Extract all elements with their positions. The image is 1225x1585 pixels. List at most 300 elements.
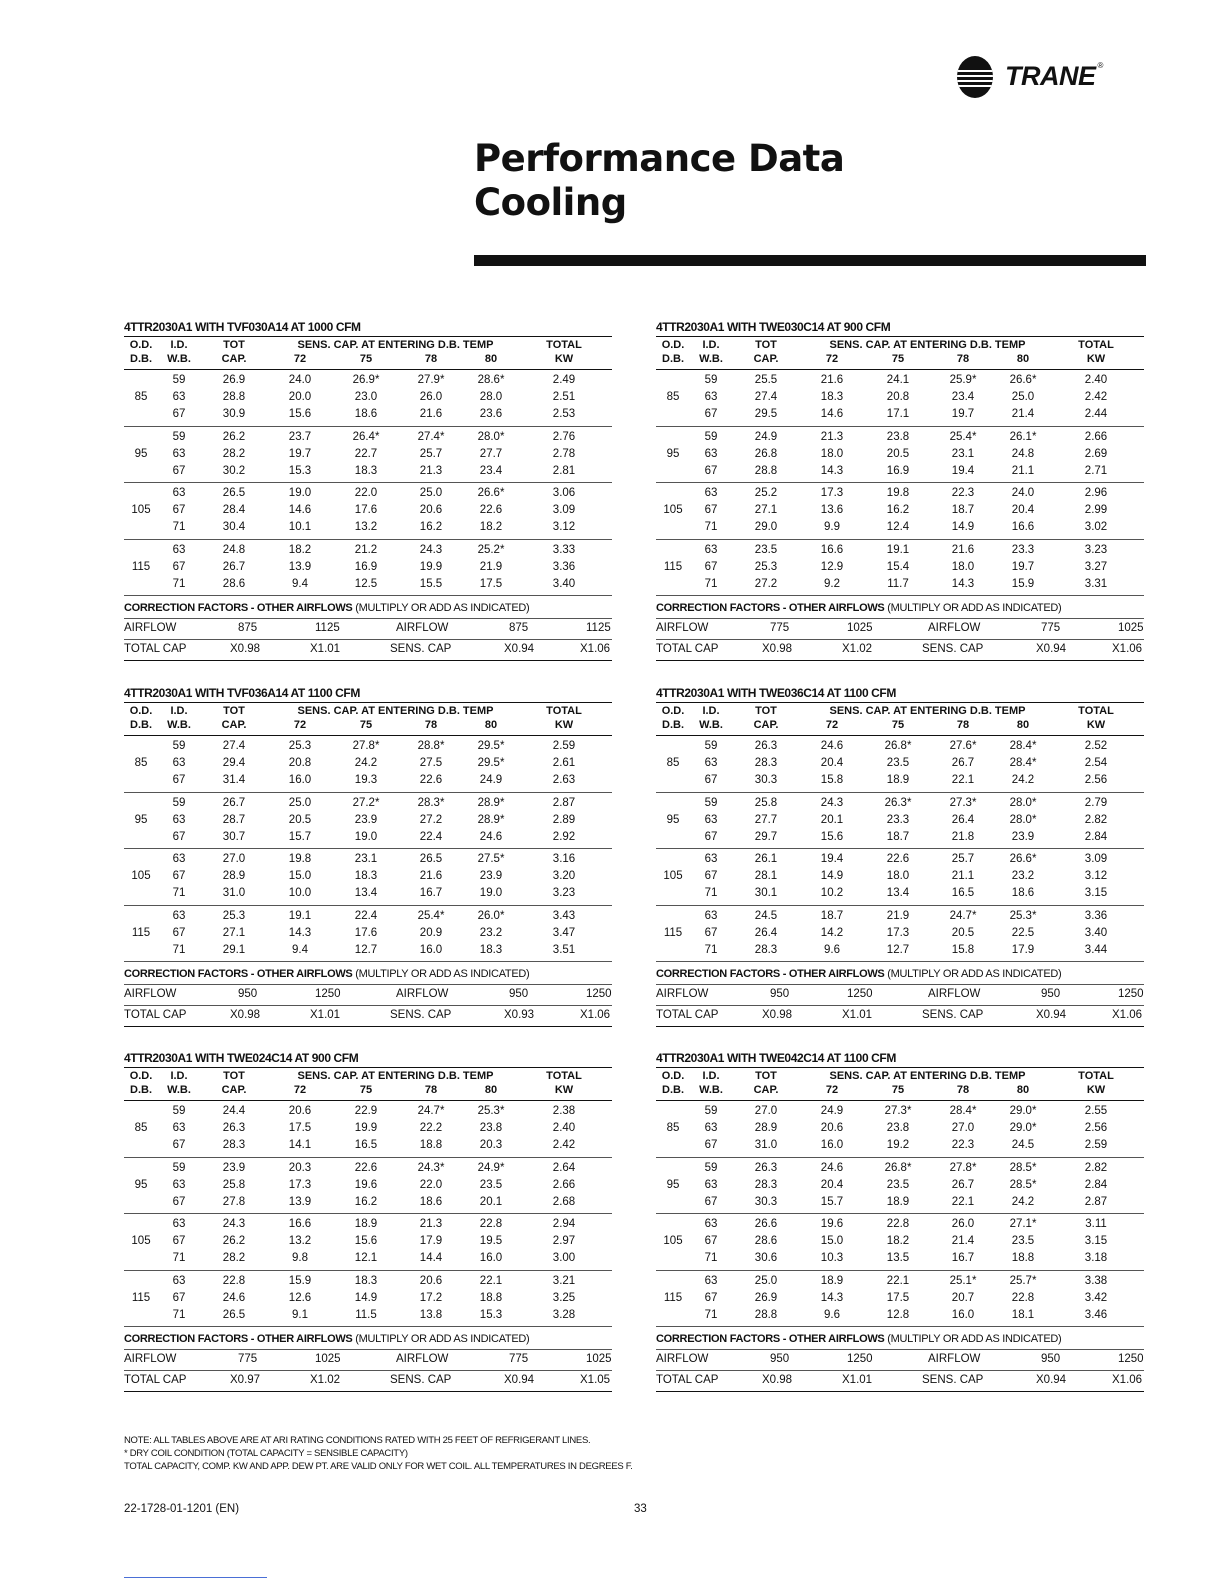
table-row: [656, 389, 1144, 406]
wb-value: 63: [704, 853, 718, 865]
sens-cap-value: 23.7: [288, 430, 312, 443]
table-row: [656, 738, 1144, 755]
table-row: [124, 795, 612, 812]
wb-value: 63: [704, 391, 718, 403]
sens-cap-value: 23.0: [354, 391, 378, 403]
table-row: [124, 1250, 612, 1267]
sens-cap-value: 25.7*: [1009, 1274, 1037, 1287]
sens-cap-value: 16.2: [354, 1195, 378, 1208]
total-kw-value: 2.52: [1084, 740, 1108, 752]
tot-cap-value: 25.2: [754, 487, 778, 499]
sens-cap-value: 15.3: [479, 1308, 503, 1321]
header-id: I.D.: [702, 705, 720, 717]
header-db-temp: 72: [825, 1084, 839, 1096]
trane-globe-icon: [955, 52, 995, 100]
sens-cap-value: 19.1: [886, 543, 910, 556]
header-db: D.B.: [130, 719, 152, 731]
total-kw-value: 3.21: [552, 1274, 576, 1287]
sens-cap-value: 26.5: [419, 853, 443, 865]
wb-value: 59: [704, 740, 718, 752]
table-row: [124, 1137, 612, 1154]
table-row: [656, 372, 1144, 389]
sens-cap-factor: X0.93: [504, 1009, 535, 1021]
sens-cap-value: 25.1*: [949, 1274, 977, 1287]
od-db-value: 115: [663, 560, 683, 573]
table-row: [124, 463, 612, 480]
od-db-value: 105: [663, 504, 683, 516]
od-db-value: 95: [134, 813, 148, 826]
sens-cap-value: 18.0: [886, 870, 910, 882]
table-row: [656, 485, 1144, 502]
sens-cap-value: 19.6: [354, 1178, 378, 1191]
sens-cap-value: 28.0*: [477, 430, 505, 443]
correction-title-bold: CORRECTION FACTORS - OTHER AIRFLOWS: [124, 602, 353, 614]
total-kw-value: 2.44: [1084, 408, 1108, 420]
sens-cap-value: 22.6: [354, 1161, 378, 1174]
table-row: [656, 1273, 1144, 1290]
sens-cap-value: 27.5: [419, 757, 443, 769]
total-cap-label: TOTAL CAP: [124, 643, 187, 655]
correction-capacity-row: [656, 640, 1144, 661]
od-group: [656, 793, 1144, 850]
sens-cap-value: 24.2: [1011, 774, 1035, 786]
od-group: [124, 427, 612, 484]
sens-cap-value: 28.9*: [477, 813, 505, 826]
wb-value: 67: [704, 926, 718, 939]
tot-cap-value: 22.8: [222, 1274, 246, 1287]
od-group: [656, 849, 1144, 906]
table-row: [124, 1273, 612, 1290]
sens-cap-value: 28.3*: [417, 796, 445, 809]
sens-cap-value: 19.2: [886, 1139, 910, 1151]
wb-value: 59: [704, 796, 718, 809]
wb-value: 67: [172, 464, 186, 477]
tot-cap-value: 30.4: [222, 521, 246, 533]
sens-cap-value: 17.5: [479, 577, 503, 590]
sens-cap-value: 26.0: [419, 391, 443, 403]
tot-cap-value: 23.5: [754, 543, 778, 556]
sens-cap-value: 15.8: [951, 943, 975, 956]
sens-cap-value: 16.7: [951, 1252, 975, 1264]
sens-cap-value: 9.6: [824, 1308, 840, 1321]
sens-cap-value: 29.5*: [477, 740, 505, 752]
od-group: [124, 1271, 612, 1328]
od-group: [656, 1214, 1144, 1271]
sens-cap-value: 24.2: [354, 757, 378, 769]
note-line: TOTAL CAPACITY, COMP. KW AND APP. DEW PT. ARE VALID ONLY FOR WET COIL. ALL TEMPERATURES IN DEGREES F.: [124, 1461, 633, 1472]
table-row: [656, 446, 1144, 463]
total-kw-value: 2.68: [552, 1195, 576, 1208]
header-db-temp: 80: [484, 353, 498, 365]
header-wb: W.B.: [699, 719, 723, 731]
sens-cap-value: 19.4: [951, 464, 975, 477]
od-group: [656, 427, 1144, 484]
wb-value: 67: [704, 504, 718, 516]
wb-value: 67: [704, 1139, 718, 1151]
tot-cap-value: 26.6: [754, 1218, 778, 1230]
wb-value: 63: [172, 487, 186, 499]
od-db-value: 105: [131, 870, 151, 882]
sens-cap-value: 15.6: [820, 830, 844, 843]
header-db-temp: 78: [956, 1084, 970, 1096]
sens-cap-value: 18.8: [479, 1291, 503, 1304]
sens-cap-value: 28.4*: [1009, 757, 1037, 769]
total-cap-factor: X1.02: [842, 643, 873, 655]
sens-cap-value: 23.8: [479, 1122, 503, 1134]
sens-cap-value: 22.4: [419, 830, 443, 843]
header-wb: W.B.: [167, 719, 191, 731]
table-row: [656, 812, 1144, 829]
sens-cap-value: 15.6: [354, 1235, 378, 1247]
sens-cap-value: 28.5*: [1009, 1161, 1037, 1174]
tot-cap-value: 25.3: [754, 560, 778, 573]
performance-table: [656, 684, 1144, 1027]
tot-cap-value: 29.0: [754, 521, 778, 533]
correction-airflow-row: [124, 619, 612, 640]
header-wb: W.B.: [167, 353, 191, 365]
tot-cap-value: 28.6: [754, 1235, 778, 1247]
sens-cap-label: SENS. CAP: [922, 1374, 984, 1386]
header-db-temp: 80: [484, 719, 498, 731]
correction-capacity-row: [124, 1006, 612, 1027]
header-tot: TOT: [223, 1070, 245, 1082]
wb-value: 59: [704, 430, 718, 443]
od-db-value: 115: [131, 560, 151, 573]
tot-cap-value: 31.0: [222, 887, 246, 899]
total-kw-value: 3.09: [552, 504, 576, 516]
sens-cap-value: 26.6*: [1009, 853, 1037, 865]
table-row: [124, 559, 612, 576]
sens-cap-value: 13.9: [288, 560, 312, 573]
sens-cap-value: 18.6: [1011, 887, 1035, 899]
sens-cap-value: 26.9*: [352, 374, 380, 386]
airflow-label: AIRFLOW: [396, 988, 449, 1000]
sens-cap-value: 17.5: [886, 1291, 910, 1304]
airflow-label: AIRFLOW: [656, 988, 709, 1000]
total-cap-label: TOTAL CAP: [656, 1009, 719, 1021]
sens-cap-value: 28.8*: [417, 740, 445, 752]
sens-cap-value: 22.4: [354, 909, 378, 922]
tot-cap-value: 28.3: [754, 943, 778, 956]
sens-cap-factor: X1.06: [580, 1009, 611, 1021]
total-kw-value: 2.59: [552, 740, 576, 752]
od-db-value: 115: [663, 1291, 683, 1304]
total-kw-value: 3.25: [552, 1291, 576, 1304]
od-group: [124, 483, 612, 540]
table-row: [656, 1160, 1144, 1177]
sens-cap-factor: X1.06: [1112, 1009, 1143, 1021]
wb-value: 67: [172, 1195, 186, 1208]
header-kw: KW: [554, 719, 574, 731]
wb-value: 63: [704, 543, 718, 556]
total-kw-value: 2.81: [552, 464, 576, 477]
sens-cap-value: 23.4: [479, 464, 503, 477]
tot-cap-value: 28.1: [754, 870, 778, 882]
sens-cap-value: 17.3: [288, 1178, 312, 1191]
total-kw-value: 2.42: [552, 1139, 576, 1151]
total-kw-value: 3.23: [1084, 543, 1108, 556]
airflow-value: 1025: [315, 1353, 341, 1365]
table-row: [656, 1177, 1144, 1194]
sens-cap-value: 26.8*: [884, 740, 912, 752]
correction-title-rest: (MULTIPLY OR ADD AS INDICATED): [887, 602, 1062, 614]
tot-cap-value: 24.6: [222, 1291, 246, 1304]
wb-value: 67: [172, 504, 186, 516]
header-sens: SENS. CAP. AT ENTERING D.B. TEMP: [829, 339, 1026, 351]
total-kw-value: 3.15: [1084, 887, 1108, 899]
table-row: [124, 429, 612, 446]
total-kw-value: 2.87: [1084, 1195, 1108, 1208]
tot-cap-value: 30.1: [754, 887, 778, 899]
table-row: [656, 576, 1144, 593]
tot-cap-value: 27.1: [754, 504, 778, 516]
total-kw-value: 2.56: [1084, 1122, 1108, 1134]
sens-cap-value: 17.3: [820, 487, 844, 499]
sens-cap-value: 18.0: [820, 447, 844, 460]
table-row: [124, 485, 612, 502]
total-kw-value: 3.28: [552, 1308, 576, 1321]
tot-cap-value: 25.0: [754, 1274, 778, 1287]
wb-value: 59: [172, 430, 186, 443]
correction-airflow-row: [124, 1350, 612, 1371]
header-wb: W.B.: [167, 1084, 191, 1096]
total-kw-value: 2.59: [1084, 1139, 1108, 1151]
sens-cap-value: 26.4: [951, 813, 975, 826]
od-group: [124, 1214, 612, 1271]
sens-cap-value: 22.1: [951, 774, 975, 786]
correction-title-rest: (MULTIPLY OR ADD AS INDICATED): [355, 968, 530, 980]
total-cap-factor: X0.97: [230, 1374, 261, 1386]
total-kw-value: 3.47: [552, 926, 576, 939]
wb-value: 67: [172, 1235, 186, 1247]
sens-cap-value: 15.8: [820, 774, 844, 786]
od-group: [124, 540, 612, 597]
table-row: [124, 908, 612, 925]
sens-cap-value: 12.1: [354, 1252, 378, 1264]
od-db-value: 85: [134, 391, 148, 403]
sens-cap-value: 20.9: [419, 926, 443, 939]
od-group: [124, 1158, 612, 1215]
wb-value: 71: [172, 943, 186, 956]
sens-cap-value: 25.9*: [949, 374, 977, 386]
wb-value: 71: [704, 943, 718, 956]
note-line: * DRY COIL CONDITION (TOTAL CAPACITY = SENSIBLE CAPACITY): [124, 1448, 408, 1459]
sens-cap-value: 21.6: [419, 408, 443, 420]
sens-cap-value: 9.6: [824, 943, 840, 956]
sens-cap-value: 25.7: [419, 447, 443, 460]
tot-cap-value: 30.3: [754, 774, 778, 786]
sens-cap-value: 9.4: [292, 943, 308, 956]
sens-cap-value: 18.9: [886, 1195, 910, 1208]
wb-value: 59: [172, 740, 186, 752]
wb-value: 71: [704, 1252, 718, 1264]
tot-cap-value: 27.0: [754, 1105, 778, 1117]
sens-cap-value: 9.9: [824, 521, 840, 533]
tot-cap-value: 26.3: [222, 1122, 246, 1134]
table-row: [656, 559, 1144, 576]
wb-value: 71: [172, 577, 186, 590]
sens-cap-value: 23.5: [886, 1178, 910, 1191]
table-row: [124, 1194, 612, 1211]
tot-cap-value: 28.3: [754, 1178, 778, 1191]
total-kw-value: 2.61: [552, 757, 576, 769]
wb-value: 63: [172, 1274, 186, 1287]
header-wb: W.B.: [699, 353, 723, 365]
header-db: D.B.: [662, 719, 684, 731]
table-row: [124, 1233, 612, 1250]
header-db-temp: 72: [293, 1084, 307, 1096]
sens-cap-value: 15.9: [1011, 577, 1035, 590]
wb-value: 71: [704, 1308, 718, 1321]
wb-value: 71: [172, 521, 186, 533]
sens-cap-value: 15.5: [419, 577, 443, 590]
sens-cap-value: 20.8: [288, 757, 312, 769]
tot-cap-value: 29.5: [754, 408, 778, 420]
table-row: [656, 1216, 1144, 1233]
header-db-temp: 72: [293, 719, 307, 731]
total-kw-value: 2.84: [1084, 1178, 1108, 1191]
wb-value: 71: [704, 521, 718, 533]
airflow-value: 1250: [847, 1353, 873, 1365]
sens-cap-value: 14.3: [820, 464, 844, 477]
header-total: TOTAL: [1078, 705, 1114, 717]
tot-cap-value: 30.2: [222, 464, 246, 477]
sens-cap-value: 29.5*: [477, 757, 505, 769]
table-header: [656, 336, 1144, 370]
header-cap: CAP.: [753, 719, 779, 731]
tot-cap-value: 30.6: [754, 1252, 778, 1264]
od-db-value: 95: [666, 447, 680, 460]
wb-value: 63: [704, 757, 718, 769]
header-total: TOTAL: [546, 339, 582, 351]
wb-value: 63: [172, 447, 186, 460]
tot-cap-value: 28.2: [222, 1252, 246, 1264]
correction-title-bold: CORRECTION FACTORS - OTHER AIRFLOWS: [656, 1333, 885, 1345]
table-row: [656, 885, 1144, 902]
title-line-1: Performance Data: [474, 137, 845, 180]
airflow-label: AIRFLOW: [928, 1353, 981, 1365]
sens-cap-value: 22.8: [886, 1218, 910, 1230]
table-row: [656, 1120, 1144, 1137]
total-kw-value: 2.71: [1084, 464, 1108, 477]
table-row: [656, 755, 1144, 772]
correction-factors-title: [656, 1329, 1144, 1350]
wb-value: 63: [704, 447, 718, 460]
tot-cap-value: 26.5: [222, 1308, 246, 1321]
od-group: [656, 370, 1144, 427]
tot-cap-value: 31.0: [754, 1139, 778, 1151]
wb-value: 71: [172, 887, 186, 899]
sens-cap-value: 26.6*: [477, 487, 505, 499]
total-cap-factor: X1.01: [842, 1374, 873, 1386]
sens-cap-value: 22.0: [419, 1178, 443, 1191]
total-cap-factor: X0.98: [762, 643, 793, 655]
sens-cap-value: 28.4*: [949, 1105, 977, 1117]
airflow-label: AIRFLOW: [396, 1353, 449, 1365]
sens-cap-value: 14.1: [288, 1139, 312, 1151]
airflow-value: 1250: [586, 988, 612, 1000]
table-row: [656, 851, 1144, 868]
header-id: I.D.: [702, 1070, 720, 1082]
wb-value: 63: [704, 1274, 718, 1287]
total-kw-value: 3.42: [1084, 1291, 1108, 1304]
total-kw-value: 2.82: [1084, 813, 1108, 826]
od-db-value: 115: [663, 926, 683, 939]
sens-cap-label: SENS. CAP: [922, 1009, 984, 1021]
table-row: [124, 1216, 612, 1233]
total-cap-factor: X0.98: [230, 1009, 261, 1021]
wb-value: 67: [172, 870, 186, 882]
sens-cap-value: 24.3*: [417, 1161, 445, 1174]
sens-cap-value: 14.2: [820, 926, 844, 939]
wb-value: 67: [172, 926, 186, 939]
total-kw-value: 2.94: [552, 1218, 576, 1230]
correction-factors-title: [124, 598, 612, 619]
wb-value: 63: [704, 1122, 718, 1134]
correction-airflow-row: [656, 619, 1144, 640]
correction-title-bold: CORRECTION FACTORS - OTHER AIRFLOWS: [656, 602, 885, 614]
table-row: [124, 851, 612, 868]
wb-value: 67: [704, 870, 718, 882]
title-line-2: Cooling: [474, 181, 627, 224]
sens-cap-value: 16.0: [479, 1252, 503, 1264]
total-kw-value: 3.02: [1084, 521, 1108, 533]
sens-cap-value: 19.9: [419, 560, 443, 573]
wb-value: 63: [704, 1178, 718, 1191]
wb-value: 59: [172, 1161, 186, 1174]
correction-title-bold: CORRECTION FACTORS - OTHER AIRFLOWS: [656, 968, 885, 980]
sens-cap-value: 11.5: [355, 1308, 377, 1321]
tot-cap-value: 25.8: [222, 1178, 246, 1191]
sens-cap-value: 19.8: [886, 487, 910, 499]
wb-value: 63: [172, 853, 186, 865]
table-row: [656, 542, 1144, 559]
sens-cap-value: 22.2: [419, 1122, 443, 1134]
sens-cap-factor: X0.94: [1036, 643, 1067, 655]
sens-cap-value: 25.3*: [1009, 909, 1037, 922]
sens-cap-value: 29.0*: [1009, 1122, 1037, 1134]
tot-cap-value: 25.8: [754, 796, 778, 809]
total-kw-value: 2.78: [552, 447, 576, 460]
sens-cap-value: 26.3*: [884, 796, 912, 809]
correction-factors-title: [124, 1329, 612, 1350]
sens-cap-value: 18.6: [354, 408, 378, 420]
sens-cap-value: 19.6: [820, 1218, 844, 1230]
sens-cap-value: 20.5: [886, 447, 910, 460]
document-code: 22-1728-01-1201 (EN): [124, 1503, 240, 1515]
total-kw-value: 3.27: [1084, 560, 1108, 573]
sens-cap-value: 12.9: [820, 560, 844, 573]
od-group: [656, 906, 1144, 963]
tot-cap-value: 26.7: [222, 560, 246, 573]
airflow-value: 950: [1041, 988, 1061, 1000]
sens-cap-value: 22.5: [1011, 926, 1035, 939]
sens-cap-value: 21.8: [951, 830, 975, 843]
wb-value: 71: [172, 1252, 186, 1264]
sens-cap-value: 17.1: [886, 408, 910, 420]
od-db-value: 85: [134, 757, 148, 769]
tot-cap-value: 27.4: [222, 740, 246, 752]
total-kw-value: 3.12: [552, 521, 576, 533]
tot-cap-value: 30.9: [222, 408, 246, 420]
sens-cap-value: 23.9: [354, 813, 378, 826]
airflow-value: 1025: [1118, 622, 1144, 634]
total-kw-value: 2.63: [552, 774, 576, 786]
sens-cap-value: 18.2: [479, 521, 503, 533]
sens-cap-value: 16.0: [419, 943, 443, 956]
sens-cap-value: 13.5: [886, 1252, 910, 1264]
tot-cap-value: 27.4: [754, 391, 778, 403]
